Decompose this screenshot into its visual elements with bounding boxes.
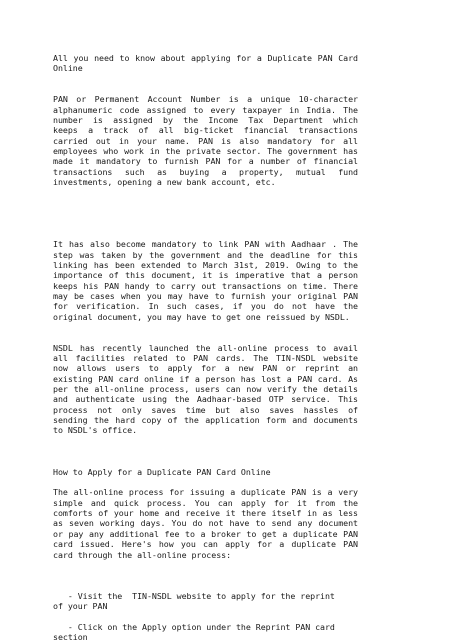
- text-line: - Click on the Apply option under the Reprint PAN card: [53, 621, 335, 632]
- document-title: [53, 53, 358, 74]
- text-line: PAN or Permanent Account Number is a unique 10-character: [53, 94, 358, 105]
- text-line: comforts of your home and receive it there itself in as less: [53, 508, 358, 519]
- text-line: process not only saves time but also saves hassles of: [53, 404, 358, 415]
- list-item-step-visit: [53, 591, 358, 612]
- document-page: [53, 53, 358, 643]
- text-line: step was taken by the government and the deadline for this: [53, 249, 358, 260]
- text-line: of your PAN: [53, 601, 108, 612]
- paragraph-pan-intro: [53, 94, 358, 187]
- text-line: as seven working days. You do not have to send any document: [53, 518, 358, 529]
- text-line: keeps a track of all big-ticket financial transactions: [53, 125, 358, 136]
- text-line: It has also become mandatory to link PAN with Aadhaar . The: [53, 239, 358, 250]
- text-line: existing PAN card online if a person has lost a PAN card. As: [53, 373, 358, 384]
- section-heading: How to Apply for a Duplicate PAN Card Online: [53, 466, 271, 477]
- title-line: Online: [53, 63, 83, 74]
- text-line: alphanumeric code assigned to every taxpayer in India. The: [53, 104, 358, 115]
- list-item-step-apply: [53, 622, 358, 643]
- text-line: NSDL has recently launched the all-online process to avail: [53, 342, 358, 353]
- text-line: - Visit the TIN-NSDL website to apply for the reprint: [53, 590, 335, 601]
- text-line: per the all-online process, users can now verify the details: [53, 384, 358, 394]
- text-line: importance of this document, it is imperative that a person: [53, 270, 358, 281]
- text-line: employees who work in the private sector. The government has: [53, 146, 358, 157]
- text-line: original document, you may have to get one reissued by NSDL.: [53, 311, 350, 322]
- text-line: to NSDL's office.: [53, 425, 138, 436]
- text-line: simple and quick process. You can apply for it from the: [53, 497, 358, 508]
- text-line: investments, opening a new bank account, etc.: [53, 177, 276, 188]
- text-line: number is assigned by the Income Tax Department which: [53, 115, 358, 126]
- paragraph-aadhaar-link: [53, 239, 358, 322]
- text-line: carried out in your name. PAN is also mandatory for all: [53, 135, 358, 146]
- text-line: may be cases when you may have to furnish your original PAN: [53, 290, 358, 301]
- text-line: keeps his PAN handy to carry out transactions on time. There: [53, 280, 358, 291]
- text-line: sending the hard copy of the application form and documents: [53, 415, 358, 426]
- paragraph-how-to-apply: [53, 487, 358, 559]
- text-line: card through the all-online process:: [53, 549, 232, 560]
- title-line: All you need to know about applying for a Duplicate PAN Card: [53, 53, 358, 63]
- text-line: made it mandatory to furnish PAN for a number of financial: [53, 156, 358, 167]
- text-line: all facilities related to PAN cards. The TIN-NSDL website: [53, 352, 358, 363]
- paragraph-nsdl-online: [53, 343, 358, 436]
- text-line: The all-online process for issuing a duplicate PAN is a very: [53, 487, 358, 498]
- text-line: transactions such as buying a property, mutual fund: [53, 166, 358, 177]
- text-line: now allows users to apply for a new PAN or reprint an: [53, 363, 358, 374]
- text-line: section: [53, 632, 88, 643]
- text-line: for verification. In such cases, if you do not have the: [53, 301, 358, 312]
- text-line: card issued. Here's how you can apply for a duplicate PAN: [53, 539, 358, 550]
- text-line: linking has been extended to March 31st, 2019. Owing to the: [53, 259, 358, 270]
- text-line: or pay any additional fee to a broker to get a duplicate PAN: [53, 528, 358, 539]
- text-line: and authenticate using the Aadhaar-based OTP service. This: [53, 394, 358, 405]
